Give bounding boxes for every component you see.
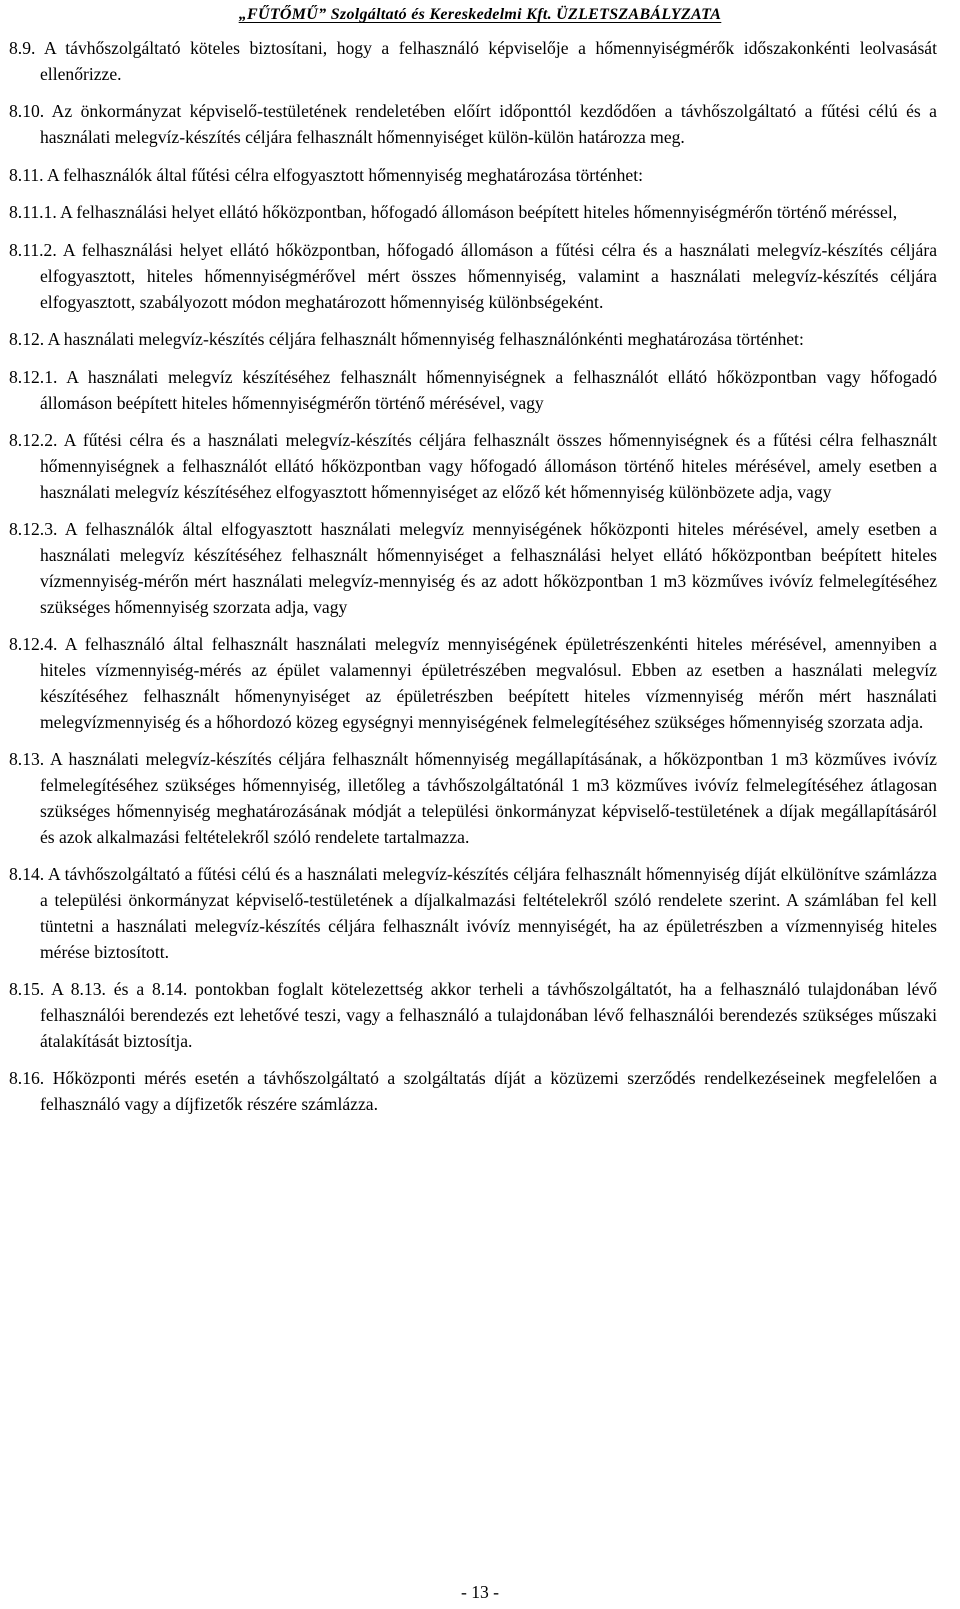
- paragraph-number: 8.11.1.: [9, 202, 57, 223]
- paragraph-text: A felhasználó által felhasznált használati melegvíz mennyiségének épületrészenkénti hiteles mérésével, amennyiben a hiteles vízmennyiség-mérés az épület valamennyi épületrészében megvalósul. Ebben az esetben a használati melegvíz készítéséhez felhasznált hőmenynyiséget az épületrészben beépített hiteles vízmennyiség mérőn mért használati melegvízmennyiség és a hőhordozó közeg egységnyi mennyiségének felmelegítéséhez szükséges hőmennyiség szorzata adja.: [40, 634, 937, 732]
- page-number: - 13 -: [460, 1582, 500, 1602]
- paragraph-8-12-4: [9, 632, 937, 735]
- paragraph-8-13: [9, 747, 937, 850]
- paragraph-number: 8.12.4.: [9, 634, 58, 655]
- paragraph-text: A fűtési célra és a használati melegvíz-készítés céljára felhasznált összes hőmennyiségnek és a fűtési célra felhasznált hőmennyiségnek a felhasználót ellátó hőközpontban vagy hőfogadó állomáson történő hiteles mérésével, amely esetben a használati melegvíz készítéséhez elfogyasztott hőmennyiséget az előző két hőmennyiség különbözete adja, vagy: [40, 430, 937, 502]
- paragraph-8-12: [9, 327, 937, 353]
- paragraph-number: 8.15.: [9, 979, 45, 1000]
- paragraph-text: A felhasználási helyet ellátó hőközpontban, hőfogadó állomáson a fűtési célra és a használati melegvíz-készítés céljára elfogyasztott, hiteles hőmennyiségmérővel mért összes hőmennyiség, valamint a használati melegvíz-készítés céljára elfogyasztott, szabályozott módon meghatározott hőmennyiség különbségeként.: [40, 239, 938, 312]
- paragraph-text: A 8.13. és a 8.14. pontokban foglalt kötelezettség akkor terheli a távhőszolgáltatót, ha a felhasználó tulajdonában lévő felhasználói berendezés ezt lehetővé teszi, vagy a felhasználó a tulajdonában lévő felhasználói berendezés szükséges műszaki átalakítását biztosítja.: [40, 979, 937, 1051]
- paragraph-number: 8.12.: [9, 329, 45, 350]
- paragraph-8-12-2: [9, 428, 937, 505]
- paragraph-8-12-3: [9, 517, 937, 620]
- paragraph-number: 8.12.3.: [9, 519, 58, 540]
- paragraph-text: A felhasználók által elfogyasztott használati melegvíz mennyiségének hőközponti hiteles mérésével, amely esetben a használati melegvíz készítéséhez felhasznált hőmennyiséget a felhasználási helyet ellátó hőközpontban beépített hiteles vízmennyiség-mérőn mért használati melegvíz-mennyiség és az adott hőközpontban 1 m3 közműves ivóvíz felmelegítéséhez szükséges hőmennyiség szorzata adja, vagy: [40, 519, 938, 617]
- paragraph-8-15: [9, 977, 937, 1054]
- paragraph-text: A használati melegvíz-készítés céljára felhasznált hőmennyiség megállapításának, a hőközpontban 1 m3 közműves ivóvíz felmelegítéséhez szükséges hőmennyiség, illetőleg a távhőszolgáltatónál 1 m3 közműves ivóvíz felmelegítéséhez átlagosan szükséges hőmennyiség meghatározásának módját a települési önkormányzat képviselő-testületének a díjak megállapításáról és azok alkalmazási feltételekről szóló rendelete tartalmazza.: [40, 749, 937, 847]
- paragraph-text: Hőközponti mérés esetén a távhőszolgáltató a szolgáltatás díját a közüzemi szerződés rendelkezéseinek megfelelően a felhasználó vagy a díjfizetők részére számlázza.: [40, 1068, 938, 1115]
- paragraph-number: 8.11.: [9, 164, 44, 185]
- paragraph-8-11-1: [9, 200, 937, 226]
- paragraph-8-11: [9, 163, 937, 189]
- paragraph-text: A távhőszolgáltató köteles biztosítani, hogy a felhasználó képviselője a hőmennyiségmérők időszakonkénti leolvasását ellenőrizze.: [40, 38, 937, 84]
- paragraph-text: A távhőszolgáltató a fűtési célú és a használati melegvíz-készítés céljára felhasznált hőmennyiség díját elkülönítve számlázza a települési önkormányzat képviselő-testületének a díjalkalmazási feltételekről szóló rendelete szerint. A számlában fel kell tüntetni a használati melegvíz-készítés céljára felhasznált ivóvíz mennyiségét, ha az épületrészben a vízmennyiség hiteles mérése biztosított.: [40, 864, 937, 962]
- paragraph-number: 8.16.: [9, 1068, 45, 1089]
- paragraph-8-11-2: [9, 238, 937, 315]
- paragraph-number: 8.12.1.: [9, 366, 58, 387]
- paragraph-number: 8.14.: [9, 864, 45, 885]
- paragraph-text: Az önkormányzat képviselő-testületének rendeletében előírt időponttól kezdődően a távhőszolgáltató a fűtési célú és a használati melegvíz-készítés céljára felhasznált hőmennyiséget külön-külön határozza meg.: [40, 101, 937, 148]
- paragraph-text: A felhasználók által fűtési célra elfogyasztott hőmennyiség meghatározása történhet:: [46, 164, 643, 185]
- paragraph-text: A használati melegvíz készítéséhez felhasznált hőmennyiségnek a felhasználót ellátó hőközpontban vagy hőfogadó állomáson beépített hiteles hőmennyiségmérőn történő mérésével, vagy: [40, 366, 937, 413]
- document-body: [9, 36, 937, 1130]
- page-header: „FŰTŐMŰ” Szolgáltató és Kereskedelmi Kft. ÜZLETSZABÁLYZATA: [238, 6, 722, 23]
- paragraph-number: 8.12.2.: [9, 430, 58, 451]
- paragraph-8-14: [9, 862, 937, 965]
- paragraph-number: 8.10.: [9, 101, 45, 122]
- paragraph-number: 8.9.: [9, 38, 36, 58]
- paragraph-text: A használati melegvíz-készítés céljára felhasznált hőmennyiség felhasználónkénti meghatározása történhet:: [47, 329, 804, 350]
- paragraph-8-9: [9, 36, 937, 88]
- paragraph-number: 8.11.2.: [9, 239, 57, 260]
- paragraph-8-16: [9, 1066, 937, 1118]
- paragraph-number: 8.13.: [9, 749, 45, 770]
- paragraph-text: A felhasználási helyet ellátó hőközpontban, hőfogadó állomáson beépített hiteles hőmennyiségmérőn történő méréssel,: [60, 202, 898, 223]
- paragraph-8-10: [9, 99, 937, 151]
- paragraph-8-12-1: [9, 365, 937, 417]
